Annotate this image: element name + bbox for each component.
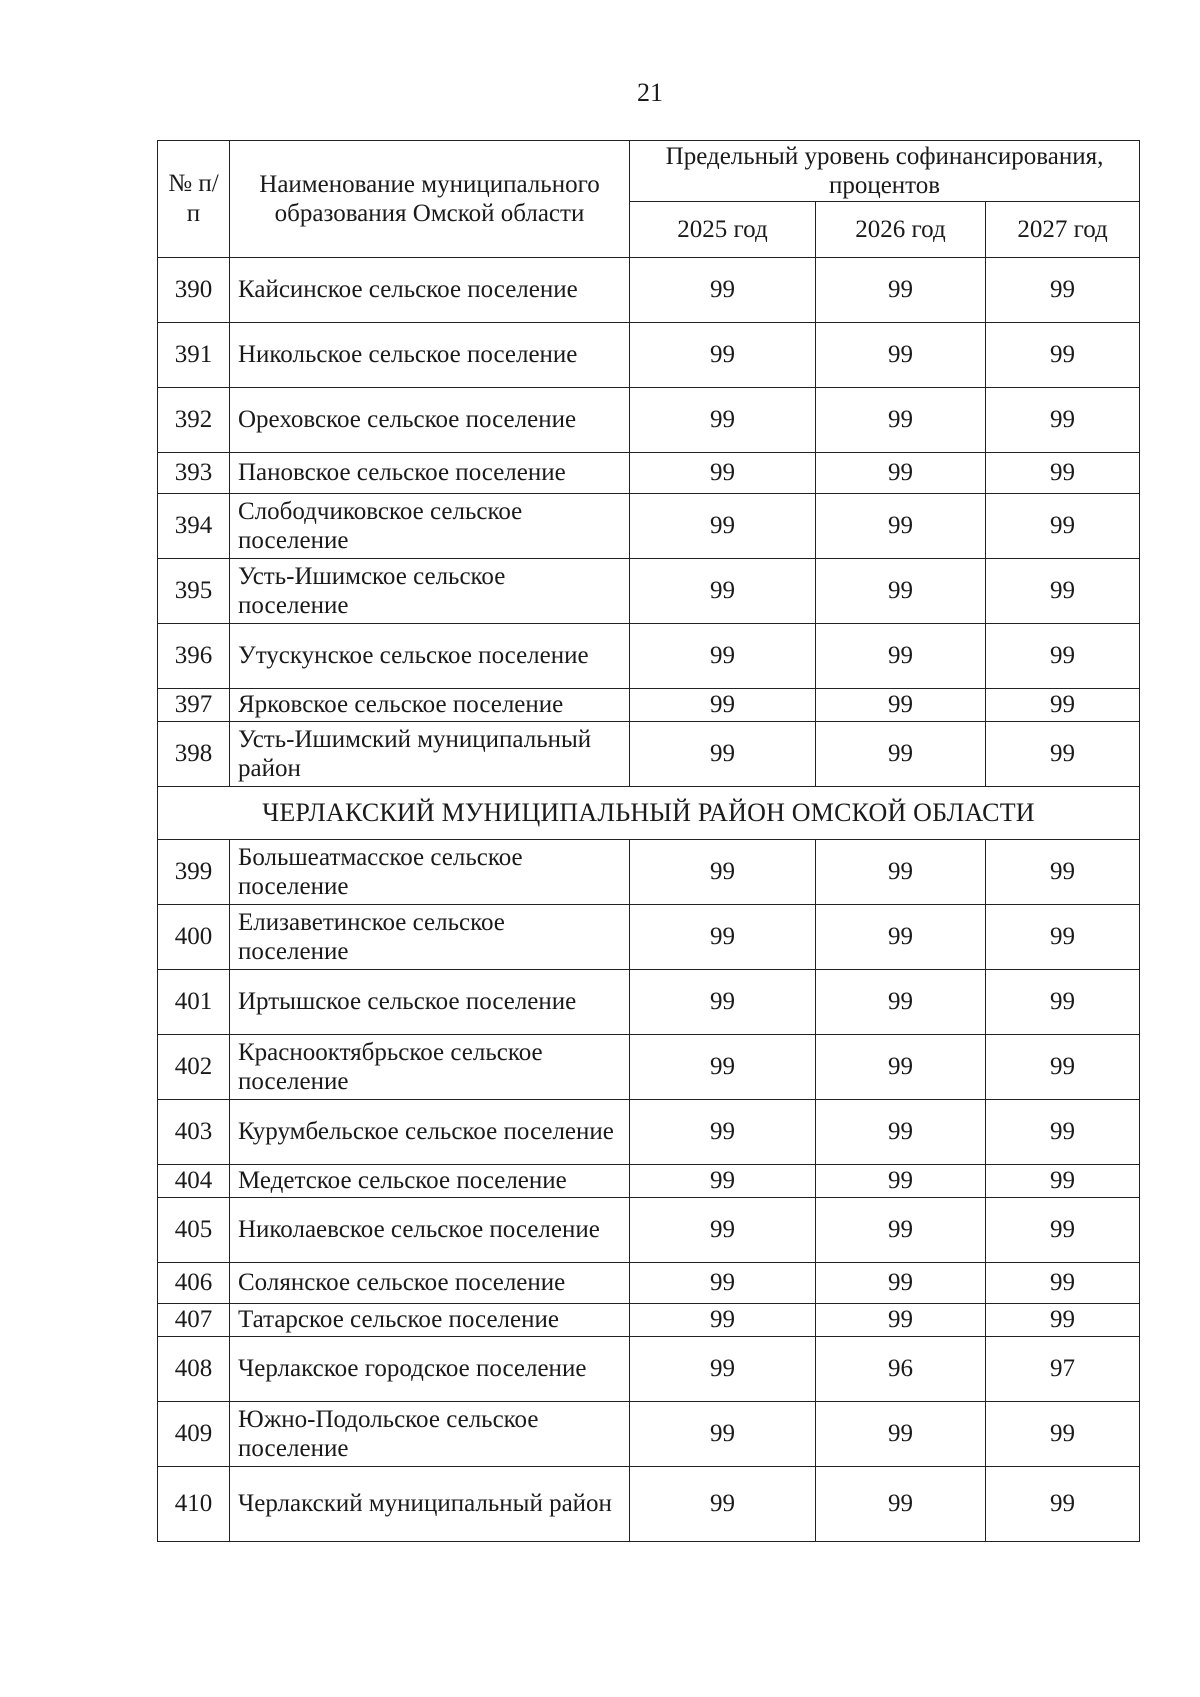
- table-body-cherlak: [158, 840, 1140, 1542]
- cofinancing-table: [157, 140, 1140, 1542]
- municipality-name: Черлакское городское поселение: [230, 1337, 630, 1402]
- value-2026: 99: [816, 1198, 986, 1263]
- value-2025: 99: [630, 494, 816, 559]
- value-2025: 99: [630, 1337, 816, 1402]
- table-row: [158, 840, 1140, 905]
- value-2027: 99: [986, 1402, 1140, 1467]
- value-2026: 99: [816, 1165, 986, 1198]
- value-2026: 99: [816, 905, 986, 970]
- row-number: 395: [158, 559, 230, 624]
- table-row: [158, 258, 1140, 323]
- value-2025: 99: [630, 1304, 816, 1337]
- municipality-name: Пановское сельское поселение: [230, 453, 630, 494]
- municipality-name: Слободчиковское сельское поселение: [230, 494, 630, 559]
- row-number: 405: [158, 1198, 230, 1263]
- table-row: [158, 689, 1140, 722]
- row-number: 404: [158, 1165, 230, 1198]
- table-row: [158, 1402, 1140, 1467]
- municipality-name: Курумбельское сельское поселение: [230, 1100, 630, 1165]
- value-2025: 99: [630, 1165, 816, 1198]
- section-header-cherlak: [158, 787, 1140, 840]
- value-2025: 99: [630, 970, 816, 1035]
- municipality-name: Николаевское сельское поселение: [230, 1198, 630, 1263]
- value-2025: 99: [630, 453, 816, 494]
- value-2026: 99: [816, 1304, 986, 1337]
- value-2027: 99: [986, 840, 1140, 905]
- table-row: [158, 1337, 1140, 1402]
- value-2027: 99: [986, 453, 1140, 494]
- value-2027: 99: [986, 624, 1140, 689]
- value-2025: 99: [630, 1402, 816, 1467]
- municipality-name: Ореховское сельское поселение: [230, 388, 630, 453]
- row-number: 408: [158, 1337, 230, 1402]
- value-2027: 99: [986, 970, 1140, 1035]
- row-number: 399: [158, 840, 230, 905]
- value-2025: 99: [630, 1198, 816, 1263]
- table-row: [158, 1467, 1140, 1542]
- municipality-name: Иртышское сельское поселение: [230, 970, 630, 1035]
- municipality-name: Солянское сельское поселение: [230, 1263, 630, 1304]
- municipality-name: Усть-Ишимский муниципальный район: [230, 722, 630, 787]
- table-row: [158, 624, 1140, 689]
- municipality-name: Утускунское сельское поселение: [230, 624, 630, 689]
- value-2027: 99: [986, 323, 1140, 388]
- value-2027: 99: [986, 494, 1140, 559]
- row-number: 410: [158, 1467, 230, 1542]
- value-2025: 99: [630, 722, 816, 787]
- section-title: ЧЕРЛАКСКИЙ МУНИЦИПАЛЬНЫЙ РАЙОН ОМСКОЙ ОБЛАСТИ: [158, 787, 1140, 840]
- value-2026: 99: [816, 494, 986, 559]
- value-2027: 99: [986, 1467, 1140, 1542]
- table-row: [158, 388, 1140, 453]
- table-body-ust-ishim: [158, 258, 1140, 787]
- value-2025: 99: [630, 905, 816, 970]
- table-row: [158, 1100, 1140, 1165]
- municipality-name: Никольское сельское поселение: [230, 323, 630, 388]
- row-number: 394: [158, 494, 230, 559]
- value-2026: 99: [816, 1263, 986, 1304]
- municipality-name: Усть-Ишимское сельское поселение: [230, 559, 630, 624]
- table-row: [158, 1304, 1140, 1337]
- value-2026: 99: [816, 388, 986, 453]
- table-row: [158, 905, 1140, 970]
- value-2025: 99: [630, 388, 816, 453]
- table-row: [158, 722, 1140, 787]
- header-year-2025: 2025 год: [630, 202, 816, 258]
- row-number: 391: [158, 323, 230, 388]
- value-2026: 99: [816, 970, 986, 1035]
- value-2025: 99: [630, 689, 816, 722]
- table-row: [158, 1263, 1140, 1304]
- row-number: 397: [158, 689, 230, 722]
- row-number: 390: [158, 258, 230, 323]
- municipality-name: Кайсинское сельское поселение: [230, 258, 630, 323]
- value-2026: 99: [816, 1100, 986, 1165]
- table-row: [158, 1165, 1140, 1198]
- value-2027: 97: [986, 1337, 1140, 1402]
- value-2027: 99: [986, 722, 1140, 787]
- value-2027: 99: [986, 1263, 1140, 1304]
- value-2025: 99: [630, 624, 816, 689]
- value-2026: 99: [816, 323, 986, 388]
- value-2027: 99: [986, 388, 1140, 453]
- municipality-name: Краснооктябрьское сельское поселение: [230, 1035, 630, 1100]
- value-2026: 99: [816, 453, 986, 494]
- municipality-name: Большеатмасское сельское поселение: [230, 840, 630, 905]
- table-row: [158, 494, 1140, 559]
- value-2026: 99: [816, 1402, 986, 1467]
- value-2025: 99: [630, 323, 816, 388]
- value-2027: 99: [986, 905, 1140, 970]
- value-2026: 99: [816, 258, 986, 323]
- value-2027: 99: [986, 689, 1140, 722]
- table-row: [158, 970, 1140, 1035]
- municipality-name: Татарское сельское поселение: [230, 1304, 630, 1337]
- value-2027: 99: [986, 1035, 1140, 1100]
- value-2025: 99: [630, 258, 816, 323]
- value-2025: 99: [630, 840, 816, 905]
- table-row: [158, 1035, 1140, 1100]
- row-number: 407: [158, 1304, 230, 1337]
- row-number: 393: [158, 453, 230, 494]
- row-number: 402: [158, 1035, 230, 1100]
- row-number: 401: [158, 970, 230, 1035]
- value-2026: 96: [816, 1337, 986, 1402]
- value-2025: 99: [630, 1035, 816, 1100]
- value-2026: 99: [816, 1035, 986, 1100]
- table-row: [158, 1198, 1140, 1263]
- value-2027: 99: [986, 1100, 1140, 1165]
- row-number: 406: [158, 1263, 230, 1304]
- value-2027: 99: [986, 1165, 1140, 1198]
- header-name: Наименование муниципального образования Омской области: [230, 141, 630, 258]
- value-2027: 99: [986, 1198, 1140, 1263]
- row-number: 396: [158, 624, 230, 689]
- value-2026: 99: [816, 624, 986, 689]
- value-2026: 99: [816, 689, 986, 722]
- header-year-2026: 2026 год: [816, 202, 986, 258]
- table-header: [158, 141, 1140, 258]
- row-number: 398: [158, 722, 230, 787]
- value-2025: 99: [630, 559, 816, 624]
- value-2027: 99: [986, 1304, 1140, 1337]
- value-2027: 99: [986, 559, 1140, 624]
- row-number: 409: [158, 1402, 230, 1467]
- value-2025: 99: [630, 1467, 816, 1542]
- table-row: [158, 559, 1140, 624]
- value-2025: 99: [630, 1100, 816, 1165]
- table-row: [158, 453, 1140, 494]
- row-number: 403: [158, 1100, 230, 1165]
- value-2026: 99: [816, 722, 986, 787]
- value-2025: 99: [630, 1263, 816, 1304]
- municipality-name: Елизаветинское сельское поселение: [230, 905, 630, 970]
- municipality-name: Южно-Подольское сельское поселение: [230, 1402, 630, 1467]
- row-number: 400: [158, 905, 230, 970]
- value-2027: 99: [986, 258, 1140, 323]
- municipality-name: Медетское сельское поселение: [230, 1165, 630, 1198]
- value-2026: 99: [816, 1467, 986, 1542]
- table-row: [158, 323, 1140, 388]
- header-cofinancing-level: Предельный уровень софинансирования, процентов: [630, 141, 1140, 202]
- page-number: 21: [637, 78, 663, 107]
- municipality-name: Ярковское сельское поселение: [230, 689, 630, 722]
- header-year-2027: 2027 год: [986, 202, 1140, 258]
- value-2026: 99: [816, 559, 986, 624]
- row-number: 392: [158, 388, 230, 453]
- value-2026: 99: [816, 840, 986, 905]
- header-number: № п/п: [158, 141, 230, 258]
- municipality-name: Черлакский муниципальный район: [230, 1467, 630, 1542]
